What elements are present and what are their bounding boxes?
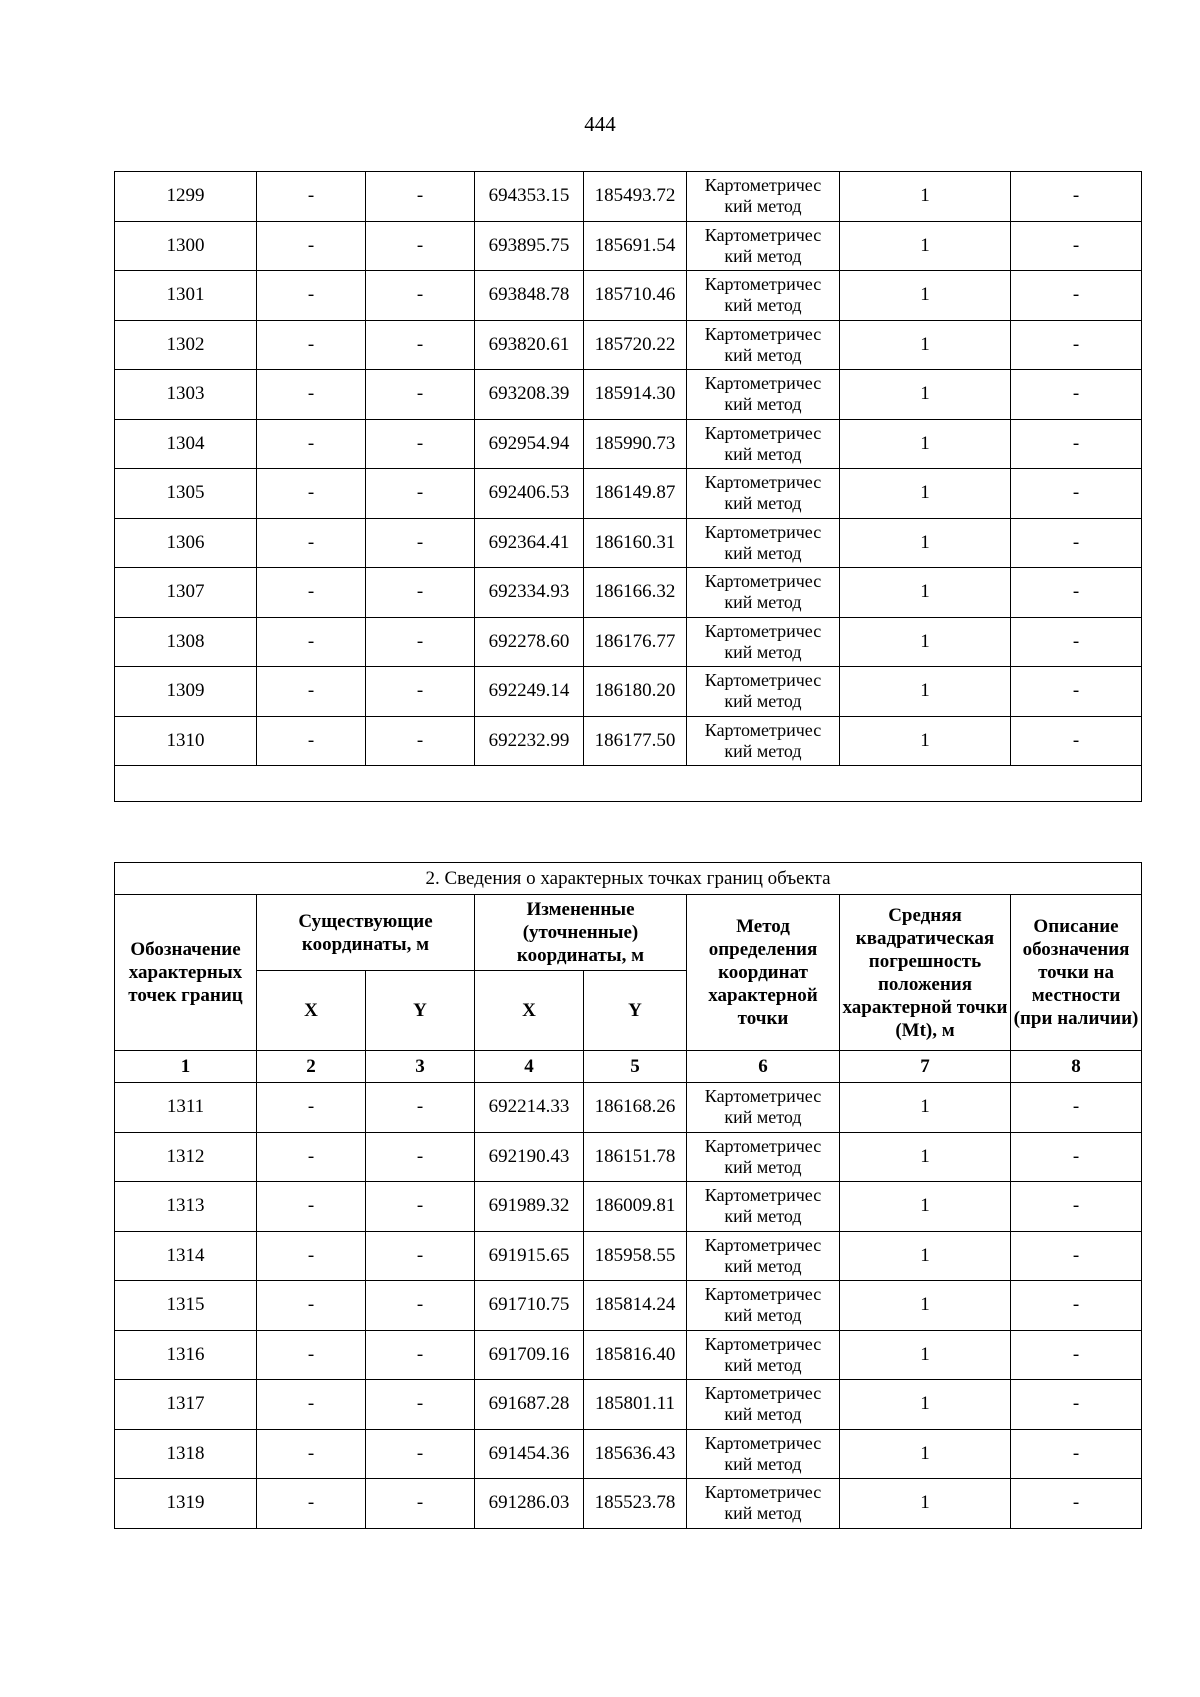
table-row: [115, 1281, 1142, 1331]
mean-error-cell: 1: [840, 617, 1011, 667]
page-number: 444: [584, 112, 616, 136]
existing-y-cell: -: [366, 419, 475, 469]
table-row: [115, 1429, 1142, 1479]
method-text-line-2: кий метод: [724, 592, 802, 613]
point-number-cell: 1318: [115, 1429, 257, 1479]
changed-x-cell: 691687.28: [475, 1380, 584, 1430]
empty-cell: [115, 766, 1142, 802]
point-number-cell: 1317: [115, 1380, 257, 1430]
method-text-line-2: кий метод: [724, 443, 802, 464]
existing-y-cell: -: [366, 172, 475, 222]
header-method: Метод определения координат характерной точки: [687, 895, 840, 1051]
table-row: [115, 568, 1142, 618]
mean-error-cell: 1: [840, 172, 1011, 222]
method-cell: [687, 1281, 840, 1331]
method-text-line-2: кий метод: [724, 1404, 802, 1425]
existing-y-cell: -: [366, 716, 475, 766]
method-text-line-2: кий метод: [724, 1206, 802, 1227]
mean-error-cell: 1: [840, 1231, 1011, 1281]
method-text-line-1: Картометричес: [704, 274, 822, 295]
mean-error-cell: 1: [840, 1281, 1011, 1331]
changed-y-cell: 185990.73: [584, 419, 687, 469]
column-number: 6: [687, 1051, 840, 1083]
method-cell: [687, 370, 840, 420]
changed-x-cell: 691454.36: [475, 1429, 584, 1479]
header-changed-y: Y: [584, 971, 687, 1051]
method-cell: [687, 1182, 840, 1232]
existing-x-cell: -: [257, 1281, 366, 1331]
description-cell: -: [1011, 419, 1142, 469]
description-cell: -: [1011, 1281, 1142, 1331]
method-cell: [687, 271, 840, 321]
point-number-cell: 1314: [115, 1231, 257, 1281]
column-number: 8: [1011, 1051, 1142, 1083]
existing-y-cell: -: [366, 1380, 475, 1430]
existing-y-cell: -: [366, 1479, 475, 1529]
table-row: [115, 221, 1142, 271]
changed-y-cell: 185710.46: [584, 271, 687, 321]
mean-error-cell: 1: [840, 568, 1011, 618]
mean-error-cell: 1: [840, 716, 1011, 766]
mean-error-cell: 1: [840, 518, 1011, 568]
changed-y-cell: 186180.20: [584, 667, 687, 717]
header-existing-x: X: [257, 971, 366, 1051]
changed-x-cell: 694353.15: [475, 172, 584, 222]
method-cell: [687, 320, 840, 370]
changed-x-cell: 692278.60: [475, 617, 584, 667]
existing-x-cell: -: [257, 320, 366, 370]
existing-x-cell: -: [257, 1083, 366, 1133]
point-number-cell: 1300: [115, 221, 257, 271]
method-cell: [687, 1330, 840, 1380]
method-text-line-1: Картометричес: [704, 1086, 822, 1107]
method-cell: [687, 221, 840, 271]
existing-x-cell: -: [257, 617, 366, 667]
existing-y-cell: -: [366, 370, 475, 420]
table-row: [115, 271, 1142, 321]
changed-y-cell: 185814.24: [584, 1281, 687, 1331]
method-text-line-2: кий метод: [724, 1503, 802, 1524]
existing-y-cell: -: [366, 320, 475, 370]
method-cell: [687, 1479, 840, 1529]
point-number-cell: 1304: [115, 419, 257, 469]
description-cell: -: [1011, 568, 1142, 618]
method-text-line-1: Картометричес: [704, 571, 822, 592]
existing-x-cell: -: [257, 667, 366, 717]
existing-x-cell: -: [257, 419, 366, 469]
changed-x-cell: 692954.94: [475, 419, 584, 469]
table-row: [115, 1231, 1142, 1281]
existing-x-cell: -: [257, 1182, 366, 1232]
description-cell: -: [1011, 1479, 1142, 1529]
changed-x-cell: 692364.41: [475, 518, 584, 568]
method-cell: [687, 469, 840, 519]
point-number-cell: 1310: [115, 716, 257, 766]
changed-y-cell: 185914.30: [584, 370, 687, 420]
method-text-line-2: кий метод: [724, 641, 802, 662]
method-cell: [687, 1429, 840, 1479]
method-text-line-2: кий метод: [724, 1453, 802, 1474]
changed-x-cell: 692232.99: [475, 716, 584, 766]
description-cell: -: [1011, 1132, 1142, 1182]
method-text-line-2: кий метод: [724, 295, 802, 316]
method-text-line-1: Картометричес: [704, 1185, 822, 1206]
existing-y-cell: -: [366, 617, 475, 667]
column-number: 2: [257, 1051, 366, 1083]
header-mean-error: Средняя квадратическая погрешность положения характерной точки (Mt), м: [840, 895, 1011, 1051]
existing-x-cell: -: [257, 271, 366, 321]
point-number-cell: 1303: [115, 370, 257, 420]
point-number-cell: 1309: [115, 667, 257, 717]
changed-x-cell: 692214.33: [475, 1083, 584, 1133]
changed-y-cell: 186009.81: [584, 1182, 687, 1232]
description-cell: -: [1011, 667, 1142, 717]
changed-x-cell: 691709.16: [475, 1330, 584, 1380]
description-cell: -: [1011, 271, 1142, 321]
method-text-line-1: Картометричес: [704, 373, 822, 394]
method-cell: [687, 1380, 840, 1430]
table-row: [115, 469, 1142, 519]
mean-error-cell: 1: [840, 419, 1011, 469]
table-1-empty-row: [115, 766, 1142, 802]
existing-y-cell: -: [366, 1182, 475, 1232]
table-row: [115, 667, 1142, 717]
table-row: [115, 1330, 1142, 1380]
changed-x-cell: 691286.03: [475, 1479, 584, 1529]
changed-y-cell: 186160.31: [584, 518, 687, 568]
point-number-cell: 1308: [115, 617, 257, 667]
changed-y-cell: 185816.40: [584, 1330, 687, 1380]
table-row: [115, 617, 1142, 667]
description-cell: -: [1011, 617, 1142, 667]
point-number-cell: 1299: [115, 172, 257, 222]
changed-y-cell: 185801.11: [584, 1380, 687, 1430]
table-row: [115, 1132, 1142, 1182]
existing-x-cell: -: [257, 1330, 366, 1380]
table-row: [115, 1182, 1142, 1232]
table-2-body: [115, 1083, 1142, 1529]
method-text-line-1: Картометричес: [704, 1135, 822, 1156]
table-caption: 2. Сведения о характерных точках границ объекта: [115, 863, 1142, 895]
table-row: [115, 370, 1142, 420]
method-text-line-2: кий метод: [724, 1305, 802, 1326]
method-text-line-1: Картометричес: [704, 1482, 822, 1503]
method-cell: [687, 1231, 840, 1281]
point-number-cell: 1306: [115, 518, 257, 568]
point-number-cell: 1313: [115, 1182, 257, 1232]
mean-error-cell: 1: [840, 469, 1011, 519]
existing-x-cell: -: [257, 172, 366, 222]
changed-y-cell: 185636.43: [584, 1429, 687, 1479]
table-row: [115, 419, 1142, 469]
description-cell: -: [1011, 1330, 1142, 1380]
existing-x-cell: -: [257, 716, 366, 766]
table-caption-row: [115, 863, 1142, 895]
method-cell: [687, 1083, 840, 1133]
table-row: [115, 1380, 1142, 1430]
method-cell: [687, 518, 840, 568]
point-number-cell: 1301: [115, 271, 257, 321]
point-number-cell: 1311: [115, 1083, 257, 1133]
description-cell: -: [1011, 370, 1142, 420]
changed-y-cell: 185691.54: [584, 221, 687, 271]
table-row: [115, 1479, 1142, 1529]
mean-error-cell: 1: [840, 1330, 1011, 1380]
method-text-line-1: Картометричес: [704, 224, 822, 245]
header-row-1: [115, 895, 1142, 971]
method-cell: [687, 716, 840, 766]
existing-x-cell: -: [257, 469, 366, 519]
mean-error-cell: 1: [840, 1479, 1011, 1529]
table-row: [115, 716, 1142, 766]
existing-y-cell: -: [366, 667, 475, 717]
column-number: 3: [366, 1051, 475, 1083]
method-text-line-1: Картометричес: [704, 1432, 822, 1453]
changed-y-cell: 185523.78: [584, 1479, 687, 1529]
changed-y-cell: 186176.77: [584, 617, 687, 667]
description-cell: -: [1011, 1182, 1142, 1232]
method-text-line-1: Картометричес: [704, 175, 822, 196]
changed-y-cell: 186168.26: [584, 1083, 687, 1133]
changed-y-cell: 186166.32: [584, 568, 687, 618]
method-text-line-2: кий метод: [724, 493, 802, 514]
changed-x-cell: 693820.61: [475, 320, 584, 370]
description-cell: -: [1011, 1380, 1142, 1430]
existing-x-cell: -: [257, 568, 366, 618]
header-existing-coords: Существующие координаты, м: [257, 895, 475, 971]
changed-x-cell: 693895.75: [475, 221, 584, 271]
point-number-cell: 1302: [115, 320, 257, 370]
changed-x-cell: 693208.39: [475, 370, 584, 420]
changed-y-cell: 185720.22: [584, 320, 687, 370]
mean-error-cell: 1: [840, 667, 1011, 717]
header-changed-x: X: [475, 971, 584, 1051]
header-point-designation: Обозначение характерных точек границ: [115, 895, 257, 1051]
point-number-cell: 1319: [115, 1479, 257, 1529]
changed-y-cell: 185493.72: [584, 172, 687, 222]
method-text-line-2: кий метод: [724, 394, 802, 415]
existing-y-cell: -: [366, 568, 475, 618]
point-number-cell: 1316: [115, 1330, 257, 1380]
existing-y-cell: -: [366, 1281, 475, 1331]
changed-y-cell: 186149.87: [584, 469, 687, 519]
method-text-line-1: Картометричес: [704, 670, 822, 691]
mean-error-cell: 1: [840, 1380, 1011, 1430]
method-text-line-1: Картометричес: [704, 323, 822, 344]
description-cell: -: [1011, 469, 1142, 519]
mean-error-cell: 1: [840, 1083, 1011, 1133]
method-text-line-1: Картометричес: [704, 472, 822, 493]
existing-y-cell: -: [366, 1132, 475, 1182]
existing-y-cell: -: [366, 1083, 475, 1133]
existing-x-cell: -: [257, 1380, 366, 1430]
table-row: [115, 1083, 1142, 1133]
table-row: [115, 320, 1142, 370]
description-cell: -: [1011, 320, 1142, 370]
existing-x-cell: -: [257, 1231, 366, 1281]
method-text-line-2: кий метод: [724, 542, 802, 563]
method-text-line-1: Картометричес: [704, 719, 822, 740]
description-cell: -: [1011, 1083, 1142, 1133]
method-cell: [687, 172, 840, 222]
mean-error-cell: 1: [840, 1429, 1011, 1479]
existing-x-cell: -: [257, 1479, 366, 1529]
changed-x-cell: 692249.14: [475, 667, 584, 717]
existing-x-cell: -: [257, 1132, 366, 1182]
mean-error-cell: 1: [840, 1132, 1011, 1182]
column-number: 4: [475, 1051, 584, 1083]
mean-error-cell: 1: [840, 370, 1011, 420]
existing-y-cell: -: [366, 469, 475, 519]
column-number: 7: [840, 1051, 1011, 1083]
existing-y-cell: -: [366, 1330, 475, 1380]
description-cell: -: [1011, 716, 1142, 766]
method-cell: [687, 667, 840, 717]
method-text-line-2: кий метод: [724, 1156, 802, 1177]
existing-y-cell: -: [366, 1231, 475, 1281]
changed-x-cell: 692334.93: [475, 568, 584, 618]
point-number-cell: 1307: [115, 568, 257, 618]
table-1-body: [115, 172, 1142, 766]
existing-y-cell: -: [366, 221, 475, 271]
column-number-row: [115, 1051, 1142, 1083]
existing-y-cell: -: [366, 1429, 475, 1479]
description-cell: -: [1011, 1231, 1142, 1281]
boundary-points-table: [114, 862, 1142, 1529]
method-text-line-2: кий метод: [724, 691, 802, 712]
boundary-points-table-continued: [114, 171, 1142, 802]
description-cell: -: [1011, 221, 1142, 271]
changed-x-cell: 691989.32: [475, 1182, 584, 1232]
point-number-cell: 1305: [115, 469, 257, 519]
mean-error-cell: 1: [840, 1182, 1011, 1232]
header-description: Описание обозначения точки на местности (при наличии): [1011, 895, 1142, 1051]
method-text-line-2: кий метод: [724, 740, 802, 761]
changed-x-cell: 693848.78: [475, 271, 584, 321]
method-text-line-1: Картометричес: [704, 1234, 822, 1255]
header-existing-y: Y: [366, 971, 475, 1051]
existing-y-cell: -: [366, 518, 475, 568]
existing-x-cell: -: [257, 370, 366, 420]
description-cell: -: [1011, 172, 1142, 222]
description-cell: -: [1011, 1429, 1142, 1479]
method-cell: [687, 1132, 840, 1182]
header-changed-coords: Измененные (уточненные) координаты, м: [475, 895, 687, 971]
existing-x-cell: -: [257, 1429, 366, 1479]
method-text-line-1: Картометричес: [704, 1333, 822, 1354]
changed-x-cell: 692190.43: [475, 1132, 584, 1182]
changed-y-cell: 186151.78: [584, 1132, 687, 1182]
description-cell: -: [1011, 518, 1142, 568]
point-number-cell: 1312: [115, 1132, 257, 1182]
changed-x-cell: 691915.65: [475, 1231, 584, 1281]
table-row: [115, 518, 1142, 568]
method-text-line-1: Картометричес: [704, 1383, 822, 1404]
method-text-line-2: кий метод: [724, 344, 802, 365]
method-text-line-2: кий метод: [724, 1107, 802, 1128]
column-number: 1: [115, 1051, 257, 1083]
changed-y-cell: 185958.55: [584, 1231, 687, 1281]
existing-x-cell: -: [257, 518, 366, 568]
method-cell: [687, 419, 840, 469]
method-text-line-2: кий метод: [724, 1354, 802, 1375]
changed-x-cell: 691710.75: [475, 1281, 584, 1331]
mean-error-cell: 1: [840, 221, 1011, 271]
changed-y-cell: 186177.50: [584, 716, 687, 766]
method-text-line-1: Картометричес: [704, 620, 822, 641]
existing-y-cell: -: [366, 271, 475, 321]
mean-error-cell: 1: [840, 320, 1011, 370]
method-cell: [687, 568, 840, 618]
method-text-line-1: Картометричес: [704, 521, 822, 542]
column-number: 5: [584, 1051, 687, 1083]
method-cell: [687, 617, 840, 667]
table-row: [115, 172, 1142, 222]
method-text-line-2: кий метод: [724, 196, 802, 217]
changed-x-cell: 692406.53: [475, 469, 584, 519]
point-number-cell: 1315: [115, 1281, 257, 1331]
method-text-line-1: Картометричес: [704, 1284, 822, 1305]
method-text-line-2: кий метод: [724, 1255, 802, 1276]
existing-x-cell: -: [257, 221, 366, 271]
method-text-line-2: кий метод: [724, 245, 802, 266]
mean-error-cell: 1: [840, 271, 1011, 321]
method-text-line-1: Картометричес: [704, 422, 822, 443]
